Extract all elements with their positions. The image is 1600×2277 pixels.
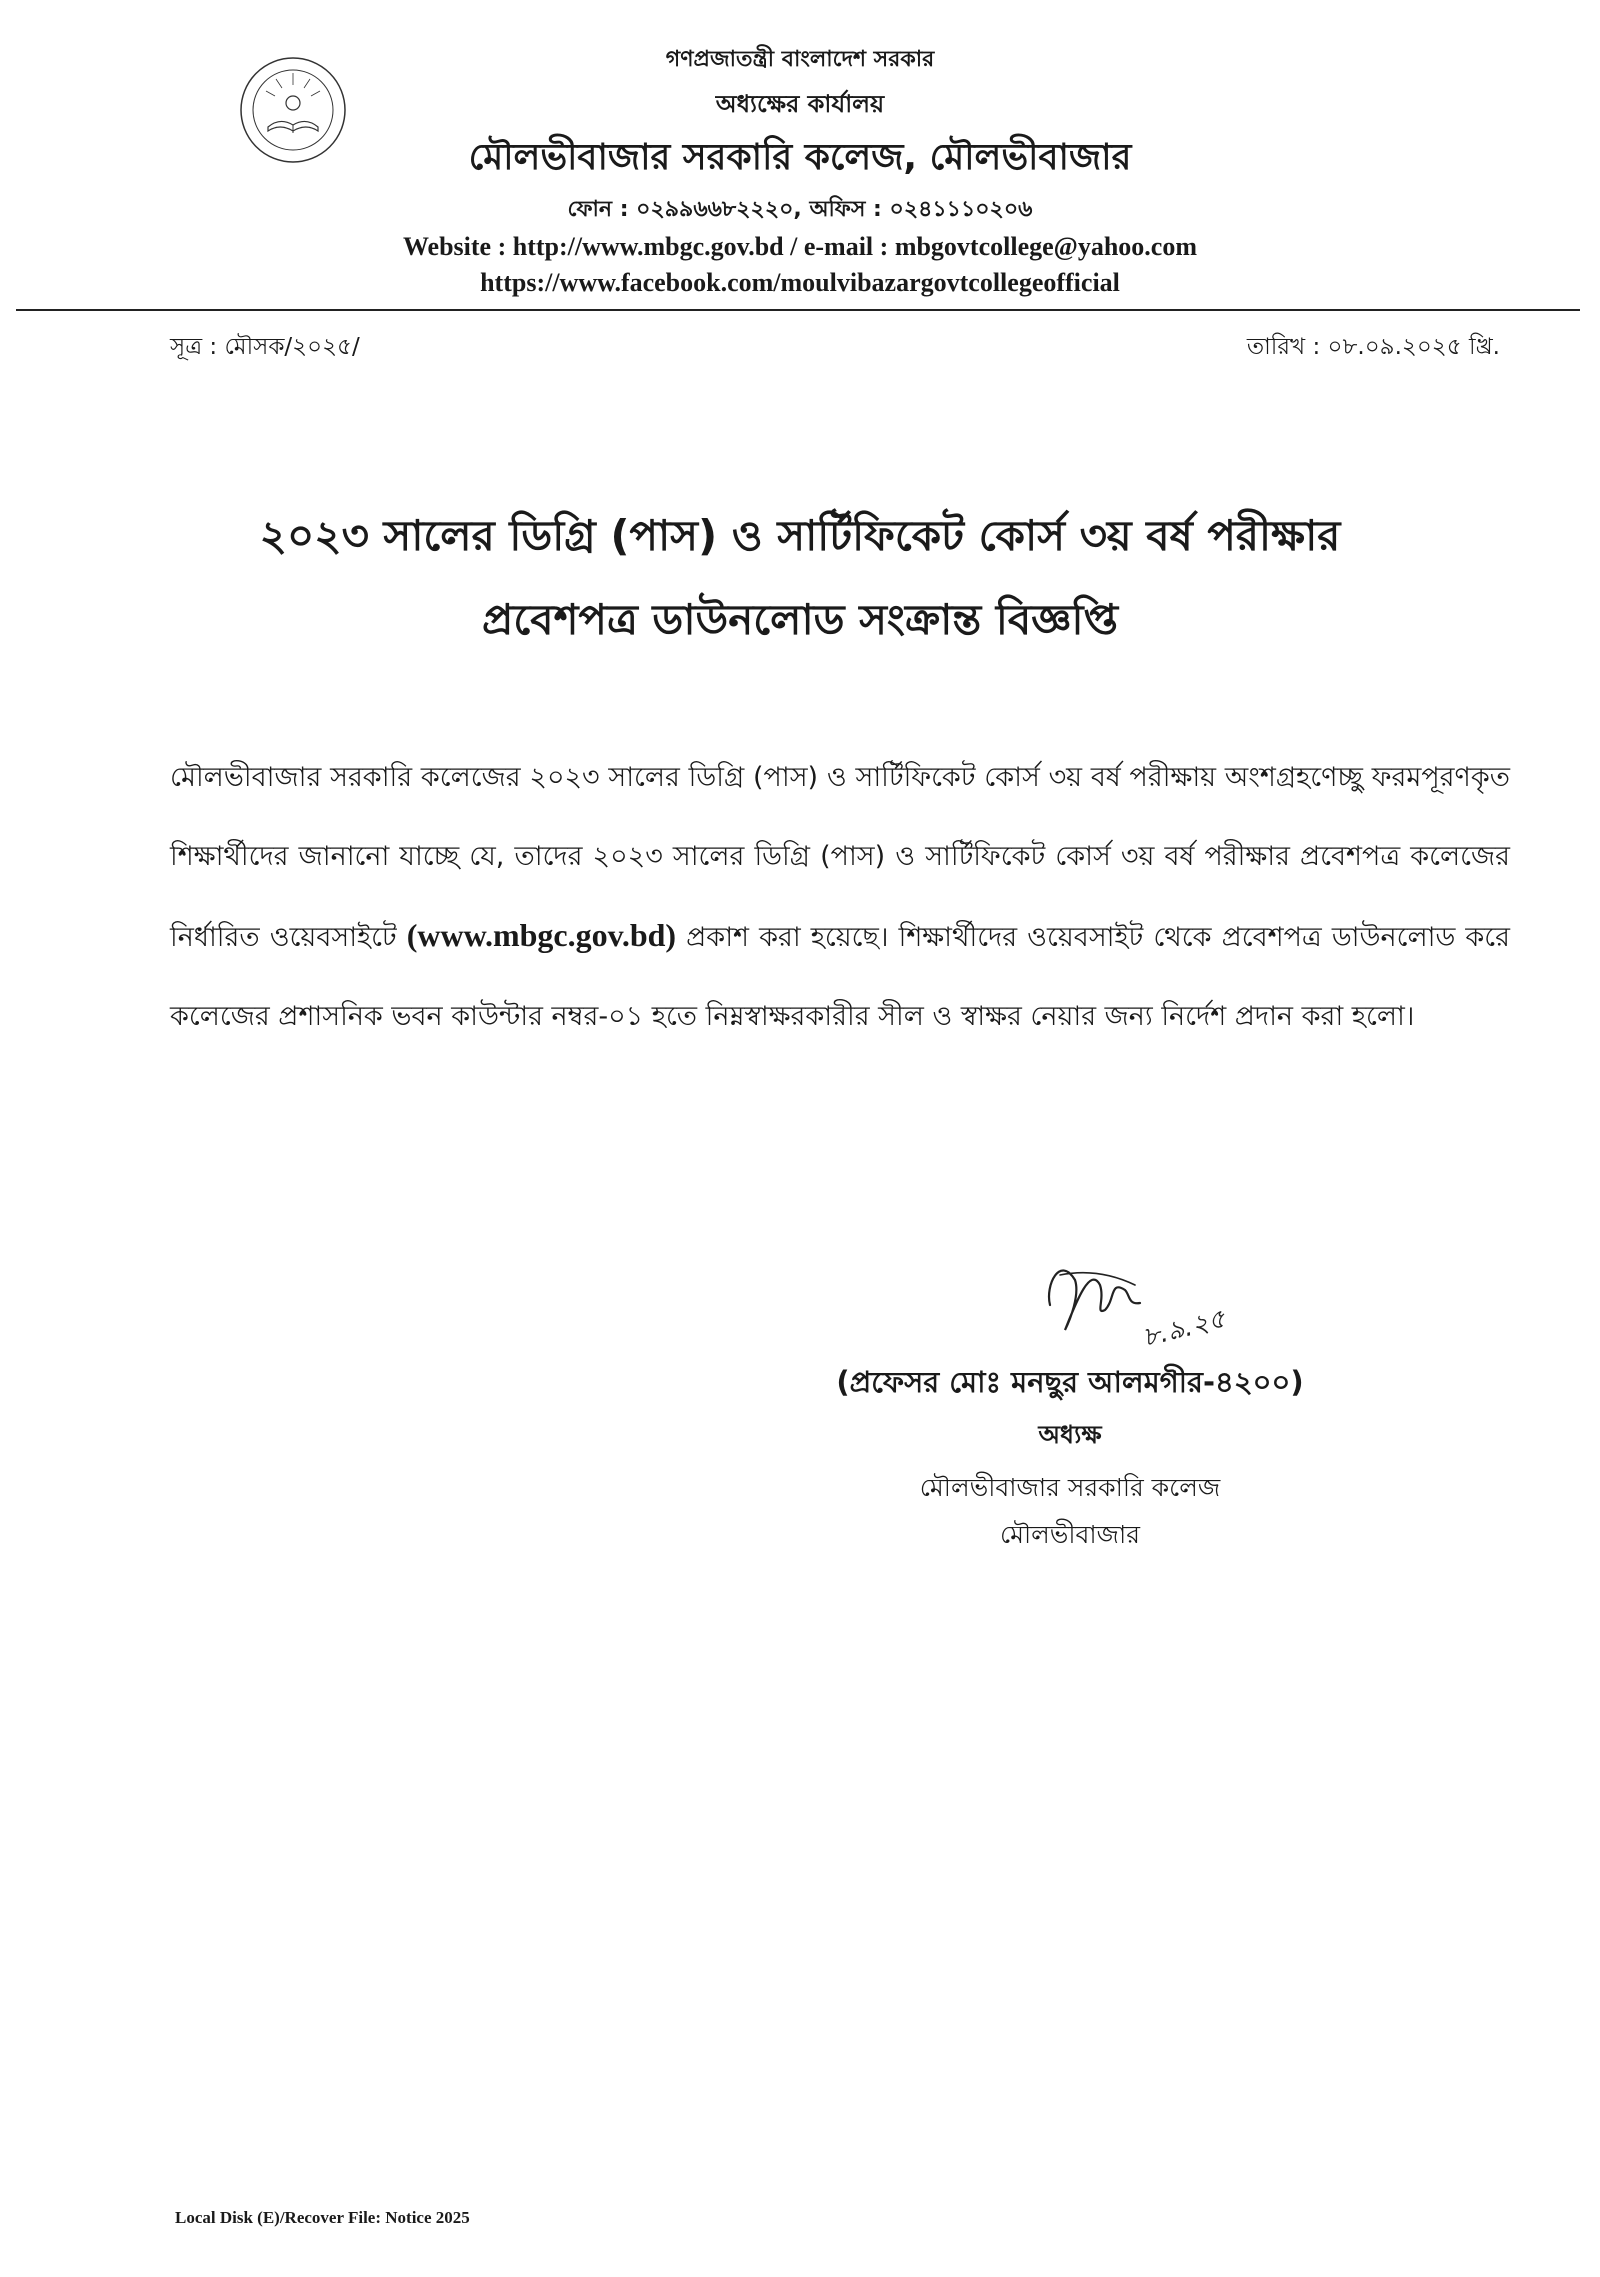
notice-body-part-2: প্রকাশ করা হয়েছে। শিক্ষার্থীদের ওয়েবসাইট থেকে প্রবেশপত্র ডাউনলোড করে কলেজের প্রশাসনিক ভবন কাউন্টার নম্বর-০১ হতে নিম্নস্বাক্ষরকারীর সীল ও স্বাক্ষর নেয়ার জন্য নির্দেশ প্রদান করা হলো। [170, 922, 1510, 1032]
signatory-name: (প্রফেসর মোঃ মনছুর আলমগীর-৪২০০) [836, 1365, 1304, 1399]
notice-date: তারিখ : ০৮.০৯.২০২৫ খ্রি. [1246, 334, 1500, 360]
notice-body-part-1: মৌলভীবাজার সরকারি কলেজের ২০২৩ সালের ডিগ্রি (পাস) ও সার্টিফিকেট কোর্স ৩য় বর্ষ পরীক্ষায় অংশগ্রহণেচ্ছু ফরমপূরণকৃত শিক্ষার্থীদের জানানো যাচ্ছে যে, তাদের ২০২৩ সালের ডিগ্রি (পাস) ও সার্টিফিকেট কোর্স ৩য় বর্ষ পরীক্ষার প্রবেশপত্র কলেজের নির্ধারিত ওয়েবসাইটে [170, 762, 1510, 953]
signatory-designation: অধ্যক্ষ [1038, 1420, 1102, 1449]
website-url: (www.mbgc.gov.bd) [406, 917, 677, 953]
phone-info: ফোন : ০২৯৯৬৬৮২২২০, অফিস : ০২৪১১১০২০৬ [567, 197, 1033, 222]
reference-number: সূত্র : মৌসক/২০২৫/ [170, 334, 360, 360]
header-divider [16, 309, 1580, 311]
signatory-place: মৌলভীবাজার [999, 1520, 1141, 1549]
government-label: গণপ্রজাতন্ত্রী বাংলাদেশ সরকার [665, 47, 935, 72]
website-email-info: Website : http://www.mbgc.gov.bd / e-mail : mbgovtcollege@yahoo.com [402, 232, 1197, 261]
office-label: অধ্যক্ষের কার্যালয় [715, 90, 885, 118]
signatory-college: মৌলভীবাজার সরকারি কলেজ [919, 1473, 1221, 1502]
notice-title-line-1: ২০২৩ সালের ডিগ্রি (পাস) ও সার্টিফিকেট কোর্স ৩য় বর্ষ পরীক্ষার [259, 511, 1341, 560]
notice-title-line-2: প্রবেশপত্র ডাউনলোড সংক্রান্ত বিজ্ঞপ্তি [481, 595, 1119, 644]
notice-body [170, 738, 1510, 1056]
college-name: মৌলভীবাজার সরকারি কলেজ, মৌলভীবাজার [468, 137, 1132, 178]
facebook-link: https://www.facebook.com/moulvibazargovtcollegeofficial [480, 268, 1120, 297]
signature-date: ৮.৯.২৫ [1139, 1303, 1229, 1354]
handwritten-signature-icon [1030, 1245, 1230, 1355]
footer-file-path: Local Disk (E)/Recover File: Notice 2025 [175, 2208, 470, 2227]
